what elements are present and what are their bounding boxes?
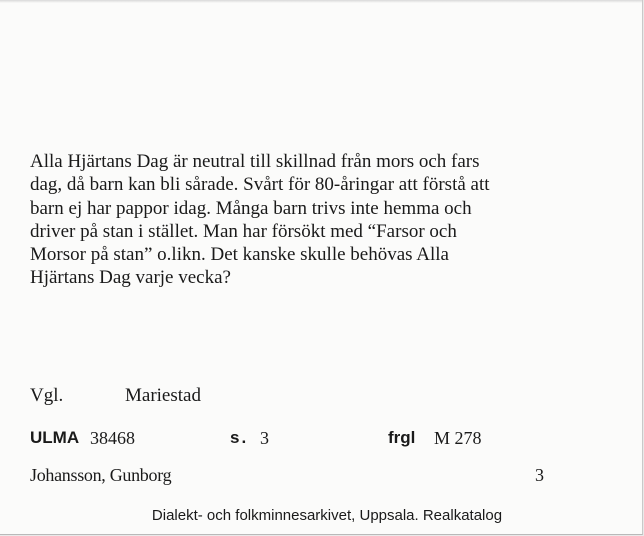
card-body-text (30, 150, 610, 290)
page-number: 3 (260, 428, 269, 448)
card-top-edge (0, 0, 642, 3)
archive-number: 38468 (90, 428, 135, 448)
questionnaire-label: frgl (388, 428, 416, 447)
page-label: s. (230, 428, 249, 447)
collector-number: 3 (535, 465, 544, 485)
archive-footer: Dialekt- och folkminnesarkivet, Uppsala. Realkatalog (151, 507, 503, 524)
archive-label: ULMA (30, 428, 80, 447)
body-line: Alla Hjärtans Dag är neutral till skillnad från mors och fars (30, 151, 480, 172)
province-label: Vgl. (30, 385, 64, 406)
questionnaire-number: M 278 (434, 428, 482, 448)
body-line: barn ej har pappor idag. Många barn trivs inte hemma och (30, 197, 472, 219)
place-name: Mariestad (125, 385, 201, 406)
body-line: Morsor på stan” o.likn. Det kanske skulle behövas Alla (30, 244, 449, 266)
reference-row (30, 428, 590, 452)
body-line: Hjärtans Dag varje vecka? (30, 267, 231, 289)
collector-name: Johansson, Gunborg (30, 465, 172, 485)
body-line: driver på stan i stället. Man har försökt med “Farsor och (30, 220, 457, 242)
body-line: dag, då barn kan bli sårade. Svårt för 80-åringar att förstå att (30, 174, 490, 196)
